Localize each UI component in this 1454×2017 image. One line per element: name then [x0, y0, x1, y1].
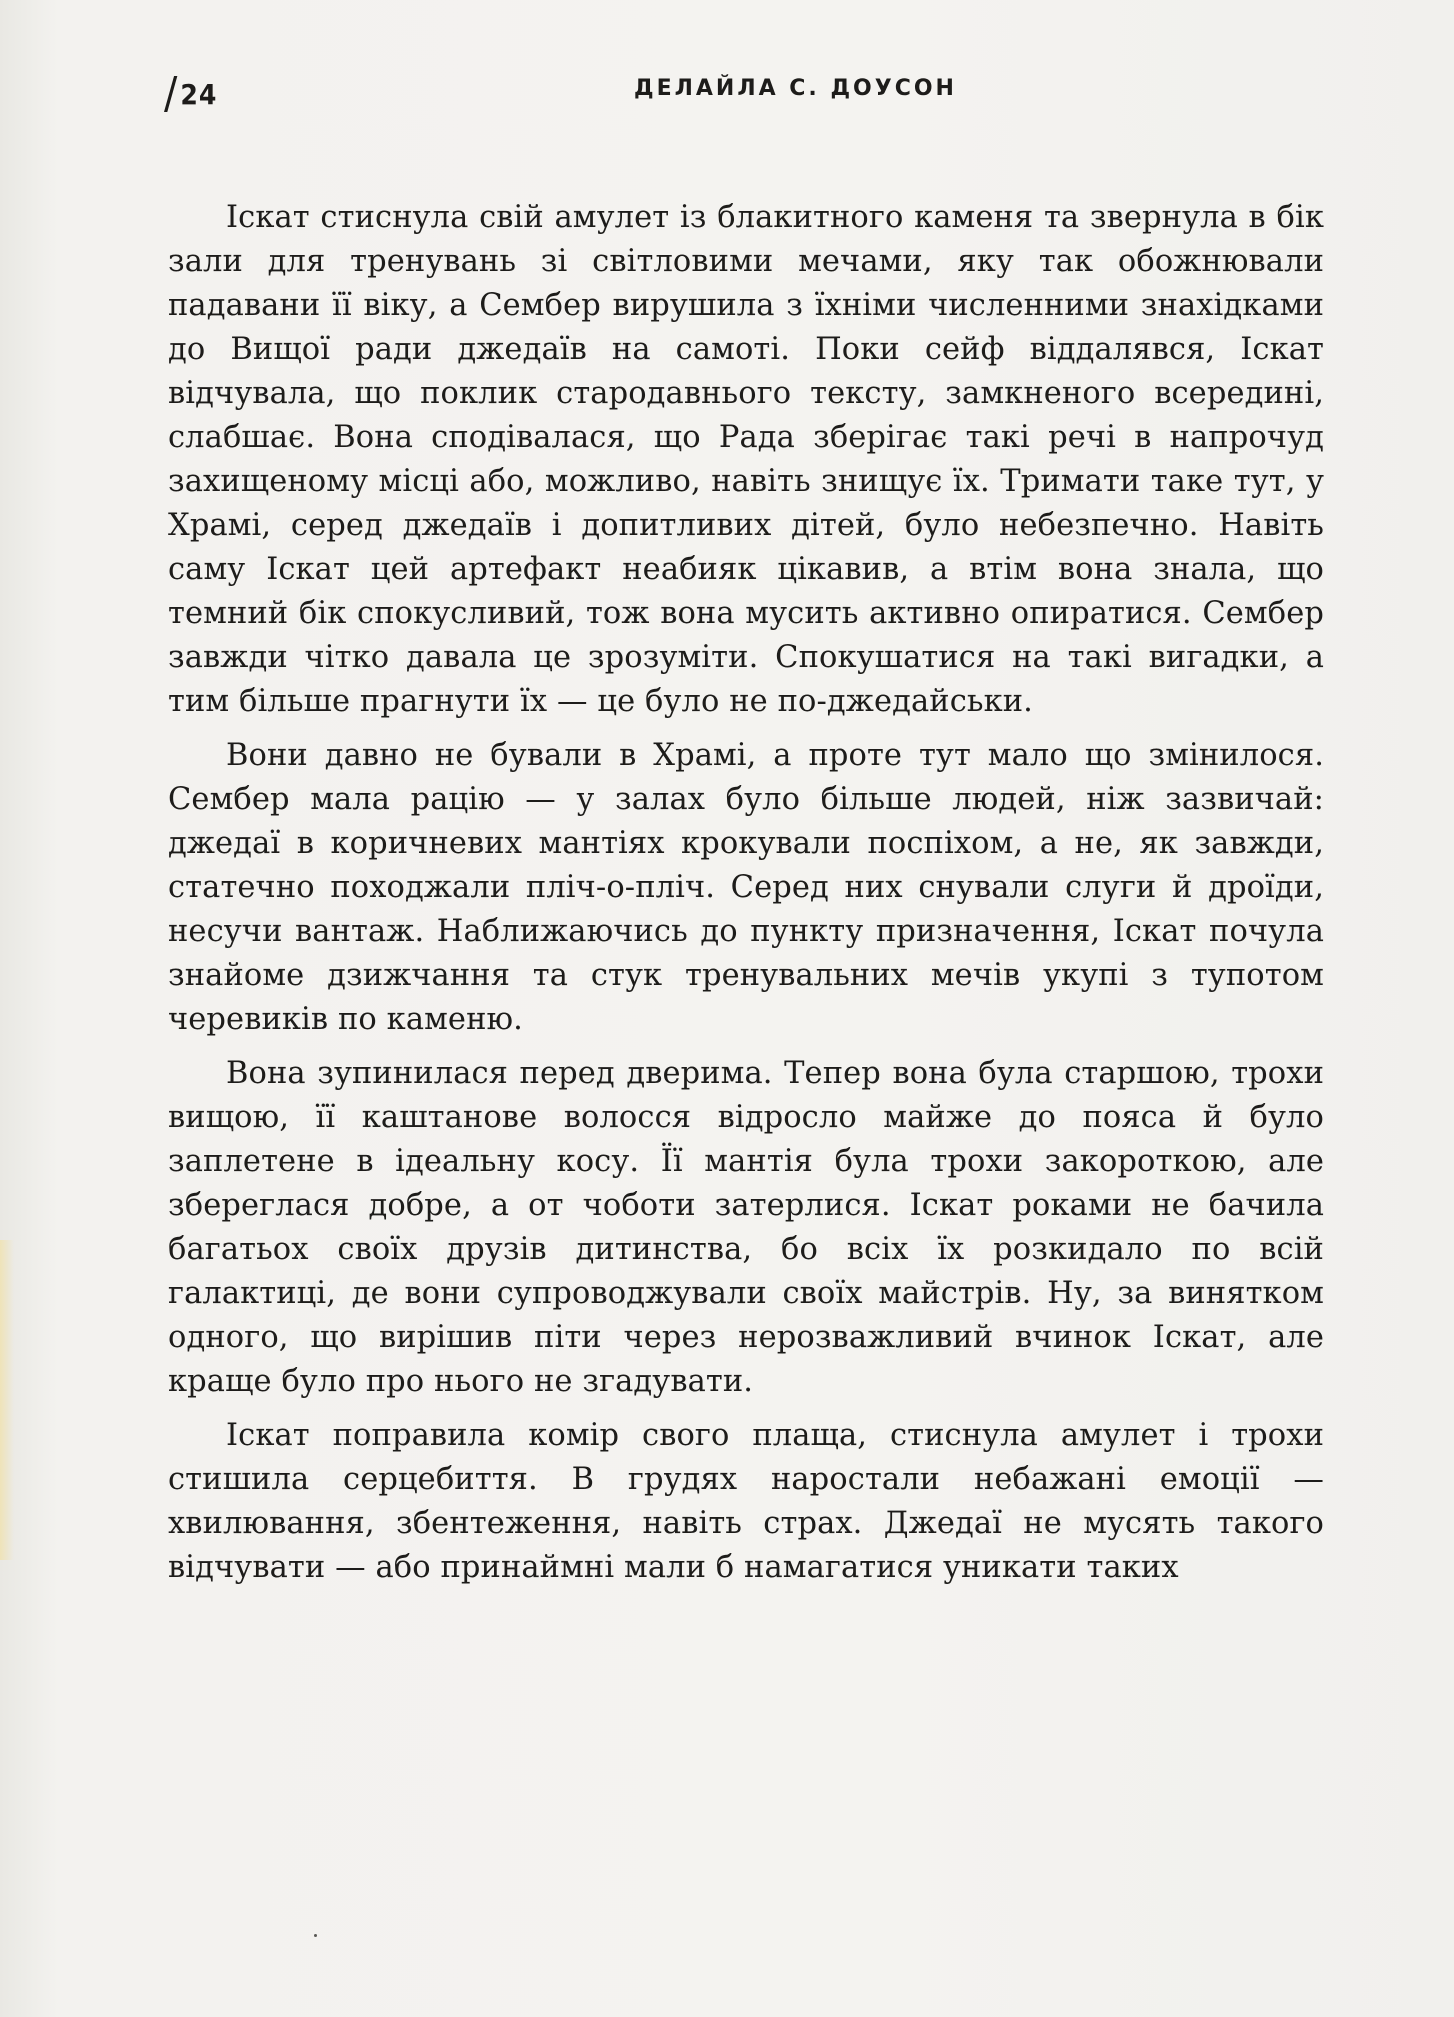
page-number-slash: /	[164, 68, 179, 119]
page-number	[164, 64, 218, 119]
body-text	[168, 196, 1324, 1590]
paragraph-4: Іскат поправила комір свого плаща, стиснула амулет і трохи стишила серцебиття. В грудях наростали небажані емоції — хвилювання, збентеження, навіть страх. Джедаї не мусять такого відчувати — або принаймні мали б намагатися уникати таких	[168, 1418, 1324, 1585]
page-edge-shadow	[0, 1240, 14, 1560]
paper-speck	[314, 1934, 317, 1937]
paragraph-2: Вони давно не бували в Храмі, а проте тут мало що змінилося. Сембер мала рацію — у залах було більше людей, ніж зазвичай: джедаї в коричневих мантіях крокували поспіхом, а не, як завжди, статечно походжали пліч-о-пліч. Серед них снували слуги й дроїди, несучи вантаж. Наближаючись до пункту призначення, Іскат почула знайоме дзижчання та стук тренувальних мечів укупі з тупотом черевиків по каменю.	[168, 738, 1324, 1037]
paragraph-1: Іскат стиснула свій амулет із блакитного каменя та звернула в бік зали для тренувань зі світловими мечами, яку так обожнювали падавани її віку, а Сембер вирушила з їхніми численними знахідками до Вищої ради джедаїв на самоті. Поки сейф віддалявся, Іскат відчувала, що поклик стародавнього тексту, замкненого всередині, слабшає. Вона сподівалася, що Рада зберігає такі речі в напрочуд захищеному місці або, можливо, навіть знищує їх. Тримати таке тут, у Храмі, серед джедаїв і допитливих дітей, було небезпечно. Навіть саму Іскат цей артефакт неабияк цікавив, а втім вона знала, що темний бік спокусливий, тож вона мусить активно опиратися. Сембер завжди чітко давала це зрозуміти. Спокушатися на такі вигадки, а тим більше прагнути їх — це було не по-джедайськи.	[168, 200, 1324, 719]
page-number-value: 24	[180, 78, 218, 111]
paragraph-3: Вона зупинилася перед дверима. Тепер вона була старшою, трохи вищою, її каштанове волосся відросло майже до пояса й було заплетене в ідеальну косу. Її мантія була трохи закороткою, але збереглася добре, а от чоботи затерлися. Іскат роками не бачила багатьох своїх друзів дитинства, бо всіх їх розкидало по всій галактиці, де вони супроводжували своїх майстрів. Ну, за винятком одного, що вирішив піти через нерозважливий вчинок Іскат, але краще було про нього не згадувати.	[168, 1056, 1324, 1399]
running-head	[164, 64, 1324, 119]
author-name: ДЕЛАЙЛА С. ДОУСОН	[634, 76, 957, 101]
